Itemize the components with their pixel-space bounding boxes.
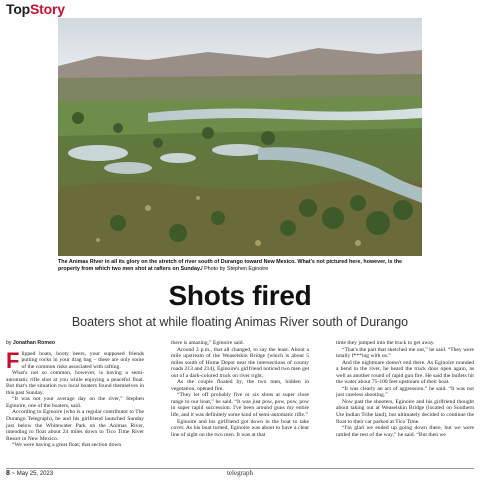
section-label <box>6 1 65 17</box>
article-column-3 <box>336 340 474 438</box>
river-photo-illustration <box>58 18 422 256</box>
paragraph: Eginoire and his girlfriend got down in the boat to take cover. As his boat turned, Eginoire was about to have a clear line of sight on the two men. It was at that <box>171 418 309 438</box>
paragraph: Around 3 p.m., that all changed, to say the least. About a mile upstream of the Weaselskin Bridge (which is about 5 miles south of Home Depot near the intersections of county roads 213 and 214), Eginoire's girlfriend noticed two men get out of a dark-colored truck on river right. <box>171 346 309 379</box>
footer-brand: telegraph <box>226 469 254 477</box>
paragraph: “We were having a great float; that section down <box>12 442 122 449</box>
caption-text: The Animas River in all its glory on the stretch of river south of Durango toward New Mexico. What's not pictured here, however, is the property from which two men shot at rafters on Sunday./ <box>58 259 403 272</box>
paragraph: Now past the shooters, Eginoire and his girlfriend thought about taking out at Weaselskin Bridge (located on Southern Ute Indian Tribe land), but ultimately decided to continue the float to their car parked at Tico Time. <box>336 398 474 425</box>
section-label-story: Story <box>30 1 65 17</box>
photo-caption <box>58 259 422 272</box>
river-photo <box>58 18 422 256</box>
lead-text: lipped boats, booty beers, your supposed friends putting rocks in your drag bag – these are only some of the common risks associated with rafting. <box>21 350 144 370</box>
page-number: 8 <box>6 470 10 477</box>
byline <box>6 340 144 347</box>
byline-prefix: by <box>6 340 13 346</box>
article-column-2 <box>171 340 309 438</box>
paragraph: “It was not your average day on the river,” Stephen Eginoire, one of the boaters, said. <box>6 396 144 409</box>
paragraph: “I'm glad we ended up going down there, but we were rattled the rest of the way,” he said. “But then we <box>336 425 474 438</box>
caption-credit: Photo by Stephen Eginoire <box>202 265 269 272</box>
paragraph: “It was clearly an act of aggression,” he said. “It was not just careless shooting.” <box>336 385 474 399</box>
paragraph: “That's the part that sketched me out,” he said. “They were totally f***ing with us.” <box>336 346 474 360</box>
paragraph: “They let off probably five or six shots at super close range to our boat,” he said. “It was just pow, pow, pow, pow in super rapid succession. I've been around guns my entire life, and it was definitely some kind of semi-automatic rifle.” <box>171 392 309 419</box>
section-label-top: Top <box>6 1 31 17</box>
subheadline: Boaters shot at while floating Animas River south of Durango <box>71 315 409 329</box>
paragraph: time they jumped into the truck to get away. <box>336 340 435 346</box>
drop-cap: F <box>6 347 20 373</box>
lead-paragraph <box>6 347 144 373</box>
article-column-1 <box>6 340 144 449</box>
headline: Shots fired <box>168 280 312 311</box>
paragraph: As the couple floated by, the two men, hidden in vegetation, opened fire. <box>171 379 309 392</box>
paragraph: What's not so common, however, is having a semi-automatic rifle shot at you while enjoying a peaceful float. But that's the situation two local boaters found themselves in this past Sunday. <box>6 370 144 396</box>
byline-author: Jonathan Romeo <box>12 340 56 346</box>
issue-date: ~ May 25, 2023 <box>9 471 54 477</box>
paragraph: And the nightmare doesn't end there. As Eginoire rounded a bend in the river, he heard the truck door open again, as well as another round of rapid gun fire. He said the bullets hit the water about 75-100 feet upstream of their boat. <box>336 359 474 386</box>
paragraph: there is amazing,” Eginoire said. <box>171 340 245 346</box>
paragraph: According to Eginoire (who is a regular contributor to The Durango Telegraph), he and his girlfriend launched Sunday just below the Whitewater Park on the Animas River, intending to float about 24 miles down to Tico Time River Resort in New Mexico. <box>6 409 144 442</box>
